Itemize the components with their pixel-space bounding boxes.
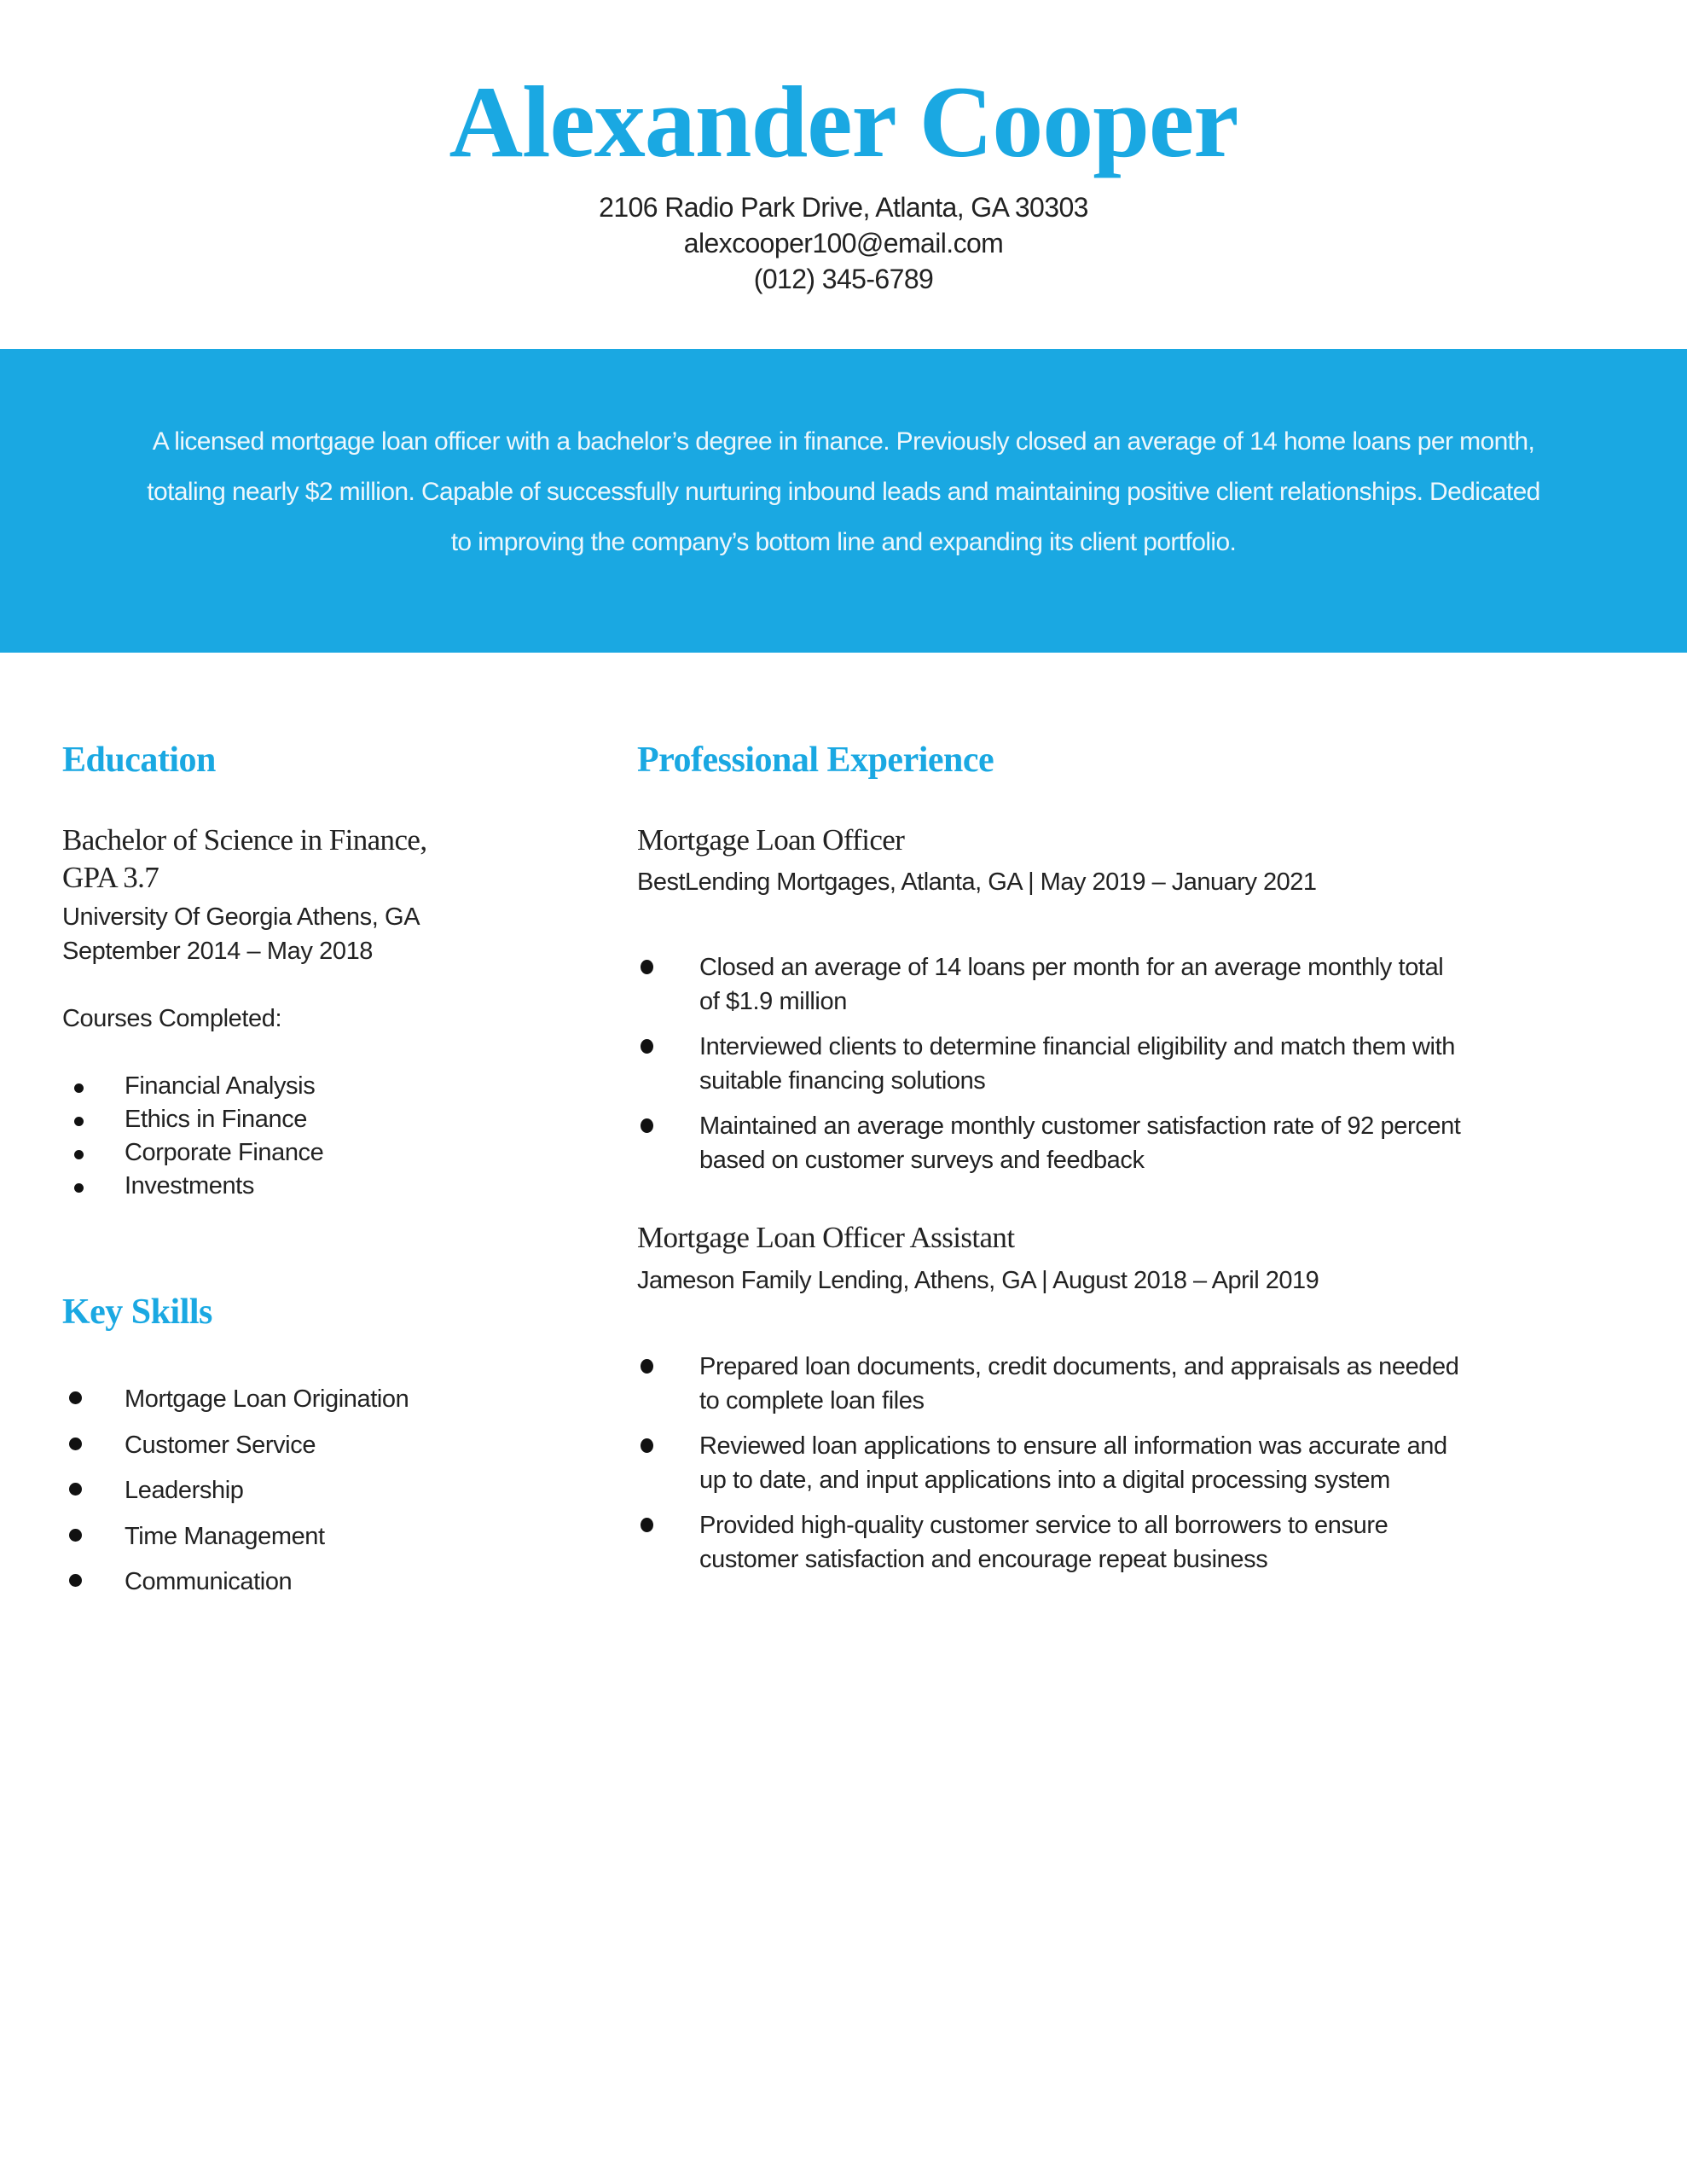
skill-item: Leadership <box>62 1473 540 1519</box>
bullet-icon <box>69 1574 82 1587</box>
job-bullet: Provided high-quality customer service to all borrowers to ensure customer satisfaction and encourage repeat business <box>637 1508 1490 1577</box>
experience-heading: Professional Experience <box>637 741 994 780</box>
bullet-icon <box>69 1438 82 1450</box>
skill-item: Time Management <box>62 1519 540 1565</box>
skill-item: Customer Service <box>62 1428 540 1474</box>
bullet-icon <box>641 1118 653 1133</box>
contact-email: alexcooper100@email.com <box>683 228 1004 258</box>
bullet-icon <box>641 1359 653 1374</box>
education-degree: Bachelor of Science in Finance, <box>62 823 427 857</box>
bullet-icon <box>641 1438 653 1453</box>
contact-phone: (012) 345-6789 <box>753 264 934 294</box>
bullet-icon <box>69 1529 82 1542</box>
skills-heading: Key Skills <box>62 1292 212 1332</box>
job-title: Mortgage Loan Officer <box>637 823 905 857</box>
bullet-icon <box>74 1183 84 1193</box>
job-bullet: Prepared loan documents, credit documents, and appraisals as needed to complete loan files <box>637 1350 1490 1418</box>
bullet-icon <box>641 1039 653 1054</box>
job-bullet: Reviewed loan applications to ensure all information was accurate and up to date, and input applications into a digital processing system <box>637 1429 1490 1497</box>
education-dates: September 2014 – May 2018 <box>62 938 374 965</box>
bullet-icon <box>74 1117 84 1126</box>
bullet-icon <box>74 1083 84 1093</box>
job-meta: BestLending Mortgages, Atlanta, GA | May 2019 – January 2021 <box>637 868 1317 896</box>
job-meta: Jameson Family Lending, Athens, GA | August 2018 – April 2019 <box>637 1267 1319 1294</box>
candidate-name: Alexander Cooper <box>449 65 1238 178</box>
job-bullets <box>637 1350 1490 1588</box>
course-item: Financial Analysis <box>62 1070 540 1103</box>
job-bullets <box>637 950 1490 1188</box>
education-gpa: GPA 3.7 <box>62 861 159 894</box>
bullet-icon <box>69 1483 82 1496</box>
bullet-icon <box>641 1518 653 1532</box>
job-title: Mortgage Loan Officer Assistant <box>637 1221 1015 1254</box>
summary-text: A licensed mortgage loan officer with a bachelor’s degree in finance. Previously closed an average of 14 home loans per month, totaling nearly $2 million. Capable of successfully nurturing inbound leads and maintaining positive client relationships. Dedicated to improving the company’s bottom line and expanding its client portfolio. <box>147 427 1540 556</box>
education-heading: Education <box>62 741 216 780</box>
course-item: Ethics in Finance <box>62 1103 540 1136</box>
education-school: University Of Georgia Athens, GA <box>62 903 420 931</box>
course-item: Investments <box>62 1170 540 1203</box>
courses-list <box>62 1070 540 1203</box>
bullet-icon <box>641 960 653 974</box>
skills-list <box>62 1382 540 1611</box>
job-bullet: Interviewed clients to determine financial eligibility and match them with suitable financing solutions <box>637 1030 1490 1098</box>
job-bullet: Maintained an average monthly customer satisfaction rate of 92 percent based on customer surveys and feedback <box>637 1109 1490 1177</box>
skill-item: Communication <box>62 1565 540 1611</box>
job-bullet: Closed an average of 14 loans per month for an average monthly total of $1.9 million <box>637 950 1490 1019</box>
bullet-icon <box>74 1150 84 1159</box>
courses-label: Courses Completed: <box>62 1005 282 1032</box>
contact-address: 2106 Radio Park Drive, Atlanta, GA 30303 <box>599 192 1088 223</box>
skill-item: Mortgage Loan Origination <box>62 1382 540 1428</box>
course-item: Corporate Finance <box>62 1136 540 1170</box>
bullet-icon <box>69 1391 82 1404</box>
